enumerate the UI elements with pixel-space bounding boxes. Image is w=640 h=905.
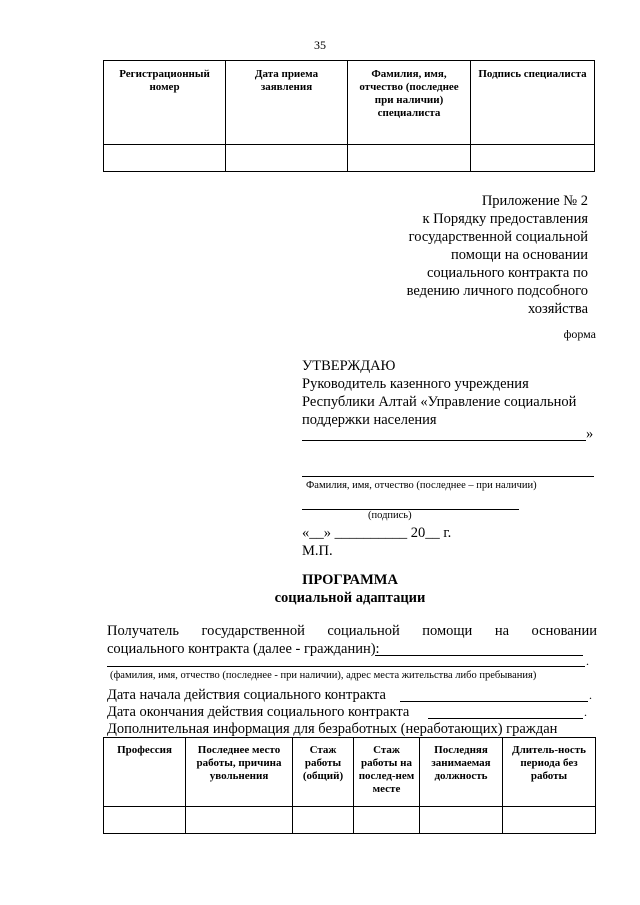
- table-cell: [348, 145, 471, 172]
- word: Получатель: [107, 623, 179, 639]
- signature-caption: (подпись): [368, 510, 412, 521]
- col-last-position: Последняя занимаемая должность: [420, 738, 503, 807]
- contract-end-blank: [428, 705, 583, 719]
- table-cell: [186, 807, 293, 834]
- table-row: [104, 807, 596, 834]
- appendix-line: социального контракта по: [426, 265, 588, 281]
- recipient-caption: (фамилия, имя, отчество (последнее - при наличии), адрес места жительства либо пребывания): [110, 670, 537, 681]
- page-number: 35: [314, 38, 326, 52]
- organization-blank-line: [302, 426, 586, 441]
- approval-title: УТВЕРЖДАЮ: [302, 358, 396, 374]
- col-specialist-name: Фамилия, имя, отчество (последнее при наличии) специалиста: [348, 61, 471, 145]
- form-label: форма: [563, 327, 596, 341]
- word: на: [494, 623, 510, 639]
- table-row: [104, 145, 595, 172]
- contract-start-blank: [400, 688, 588, 702]
- recipient-full-blank-line: [107, 654, 585, 667]
- word: государственной: [201, 623, 305, 639]
- program-title: ПРОГРАММА: [302, 572, 398, 588]
- appendix-line: к Порядку предоставления: [422, 211, 588, 227]
- period-mark: .: [586, 654, 589, 668]
- word: основании: [531, 623, 597, 639]
- col-application-date: Дата приема заявления: [226, 61, 348, 145]
- appendix-reference: [380, 192, 588, 318]
- table-cell: [104, 807, 186, 834]
- appendix-line: Приложение № 2: [481, 193, 588, 209]
- approval-line: поддержки населения: [302, 412, 437, 428]
- additional-info-label: Дополнительная информация для безработных (неработающих) граждан: [107, 721, 558, 737]
- period-mark: .: [589, 688, 592, 702]
- appendix-line: государственной социальной: [408, 229, 588, 245]
- table-cell: [471, 145, 595, 172]
- appendix-line: помощи на основании: [451, 247, 588, 263]
- registration-table: [103, 60, 595, 172]
- appendix-line: хозяйства: [528, 301, 588, 317]
- unemployed-info-table: [103, 737, 596, 834]
- col-last-place-experience: Стаж работы на послед-нем месте: [354, 738, 420, 807]
- approval-line: Республики Алтай «Управление социальной: [302, 394, 577, 410]
- approval-line: Руководитель казенного учреждения: [302, 376, 529, 392]
- col-unemployment-duration: Длитель-ность периода без работы: [503, 738, 596, 807]
- table-cell: [226, 145, 348, 172]
- program-subtitle: социальной адаптации: [274, 590, 426, 606]
- word: помощи: [422, 623, 473, 639]
- period-mark: .: [584, 705, 587, 719]
- col-profession: Профессия: [104, 738, 186, 807]
- contract-start-label: Дата начала действия социального контракта: [107, 687, 386, 703]
- fio-blank-line: [302, 462, 594, 477]
- col-registration-number: Регистрационный номер: [104, 61, 226, 145]
- signature-blank-line: [302, 497, 519, 510]
- table-cell: [354, 807, 420, 834]
- closing-quote: »: [586, 426, 594, 442]
- recipient-line-1: [107, 622, 597, 640]
- col-last-workplace: Последнее место работы, причина увольнения: [186, 738, 293, 807]
- table-cell: [503, 807, 596, 834]
- col-total-experience: Стаж работы (общий): [293, 738, 354, 807]
- appendix-line: ведению личного подсобного: [406, 283, 588, 299]
- contract-end-label: Дата окончания действия социального контракта: [107, 704, 410, 720]
- table-cell: [420, 807, 503, 834]
- table-cell: [293, 807, 354, 834]
- table-cell: [104, 145, 226, 172]
- seal-label: М.П.: [302, 543, 333, 559]
- word: социальной: [327, 623, 400, 639]
- approval-date: «__» __________ 20__ г.: [302, 525, 452, 541]
- col-specialist-signature: Подпись специалиста: [471, 61, 595, 145]
- fio-caption: Фамилия, имя, отчество (последнее – при наличии): [306, 480, 537, 491]
- recipient-line-2: социального контракта (далее - гражданин):: [107, 641, 380, 657]
